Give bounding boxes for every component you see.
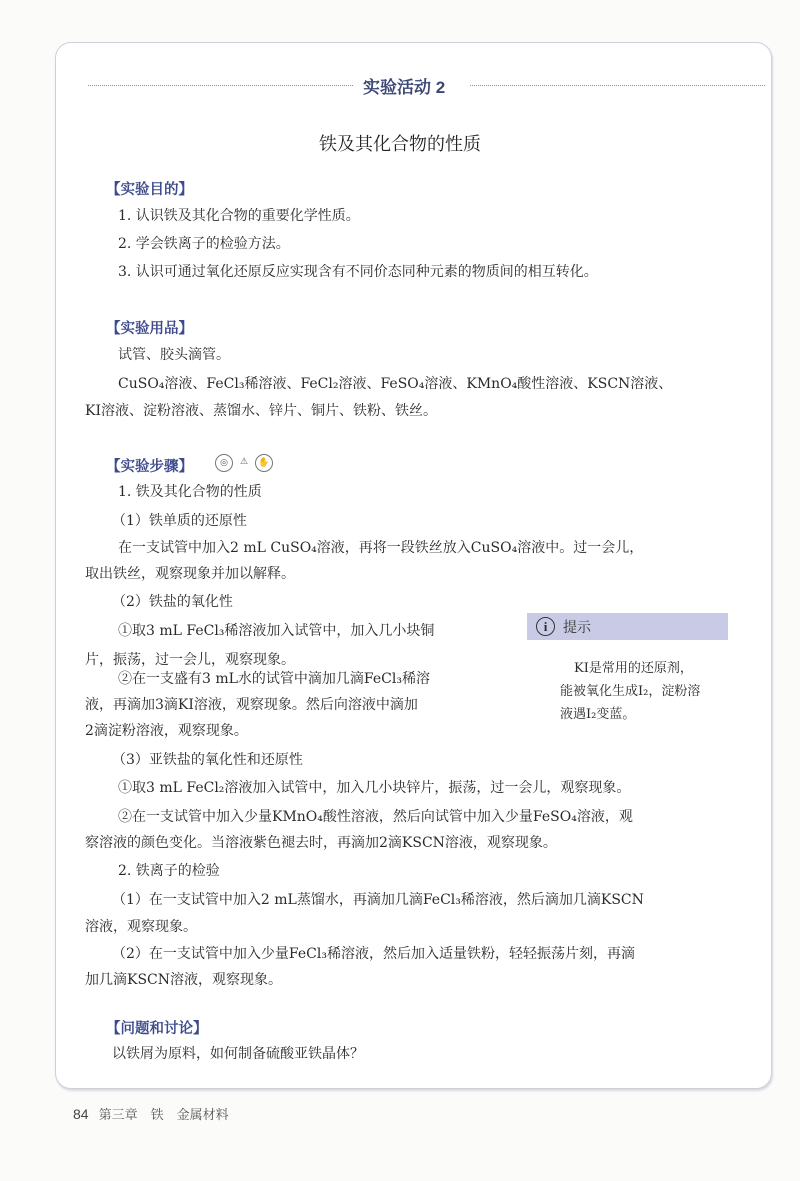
step-line: （2）铁盐的氧化性 <box>112 594 233 610</box>
step-line: 1. 铁及其化合物的性质 <box>118 484 262 500</box>
page-title: 铁及其化合物的性质 <box>319 134 481 155</box>
step-line: 取出铁丝，观察现象并加以解释。 <box>85 566 295 582</box>
step-line: （1）铁单质的还原性 <box>112 513 247 529</box>
step-line: （2）在一支试管中加入少量FeCl₃稀溶液，然后加入适量铁粉，轻轻振荡片刻，再滴 <box>112 946 635 962</box>
step-line: ①取3 mL FeCl₂溶液加入试管中，加入几小块锌片，振荡，过一会儿，观察现象。 <box>118 780 631 796</box>
discussion-heading: 【问题和讨论】 <box>106 1021 208 1037</box>
step-line: （3）亚铁盐的氧化性和还原性 <box>112 752 303 768</box>
step-line: 片，振荡，过一会儿，观察现象。 <box>85 652 295 668</box>
purpose-item: 1. 认识铁及其化合物的重要化学性质。 <box>118 208 360 224</box>
materials-heading: 【实验用品】 <box>106 321 193 337</box>
hazard-icon: ⚠ <box>239 457 249 467</box>
purpose-item: 2. 学会铁离子的检验方法。 <box>118 236 290 252</box>
tip-line: KI是常用的还原剂， <box>574 661 693 676</box>
page-footer <box>73 1104 229 1123</box>
tip-header <box>527 613 728 640</box>
step-line: 察溶液的颜色变化。当溶液紫色褪去时，再滴加2滴KSCN溶液，观察现象。 <box>85 835 557 851</box>
materials-line: KI溶液、淀粉溶液、蒸馏水、锌片、铜片、铁粉、铁丝。 <box>85 403 437 419</box>
tip-line: 液遇I₂变蓝。 <box>560 707 636 722</box>
chapter-title: 第三章 铁 金属材料 <box>98 1107 229 1122</box>
materials-line: 试管、胶头滴管。 <box>118 347 230 363</box>
step-line: ②在一支试管中加入少量KMnO₄酸性溶液，然后向试管中加入少量FeSO₄溶液，观 <box>118 809 633 825</box>
tip-line: 能被氧化生成I₂，淀粉溶 <box>560 684 701 699</box>
hand-wash-icon: ✋ <box>255 454 273 472</box>
purpose-item: 3. 认识可通过氧化还原反应实现含有不同价态同种元素的物质间的相互转化。 <box>118 264 598 280</box>
divider-left <box>88 85 353 86</box>
step-line: 2. 铁离子的检验 <box>118 863 220 879</box>
goggles-icon: ◎ <box>215 454 233 472</box>
materials-line: CuSO₄溶液、FeCl₃稀溶液、FeCl₂溶液、FeSO₄溶液、KMnO₄酸性溶液、KSCN溶液、 <box>118 376 673 392</box>
step-line: 在一支试管中加入2 mL CuSO₄溶液，再将一段铁丝放入CuSO₄溶液中。过一会儿， <box>118 540 644 556</box>
tip-label: 提示 <box>563 619 591 635</box>
info-icon: i <box>536 617 555 636</box>
step-line: 液，再滴加3滴KI溶液，观察现象。然后向溶液中滴加 <box>85 697 418 713</box>
safety-icons <box>215 454 273 472</box>
discussion-question: 以铁屑为原料，如何制备硫酸亚铁晶体？ <box>112 1046 364 1062</box>
step-line: 加几滴KSCN溶液，观察现象。 <box>85 972 283 988</box>
steps-heading: 【实验步骤】 <box>106 459 193 475</box>
step-line: ②在一支盛有3 mL水的试管中滴加几滴FeCl₃稀溶 <box>118 671 430 687</box>
step-line: 溶液，观察现象。 <box>85 919 197 935</box>
purpose-heading: 【实验目的】 <box>106 182 193 198</box>
page-number: 84 <box>73 1106 89 1122</box>
step-line: ①取3 mL FeCl₃稀溶液加入试管中，加入几小块铜 <box>118 623 435 639</box>
step-line: 2滴淀粉溶液，观察现象。 <box>85 723 248 739</box>
divider-right <box>470 85 765 86</box>
step-line: （1）在一支试管中加入2 mL蒸馏水，再滴加几滴FeCl₃稀溶液，然后滴加几滴KSCN <box>112 892 644 908</box>
activity-label: 实验活动 2 <box>363 78 446 97</box>
